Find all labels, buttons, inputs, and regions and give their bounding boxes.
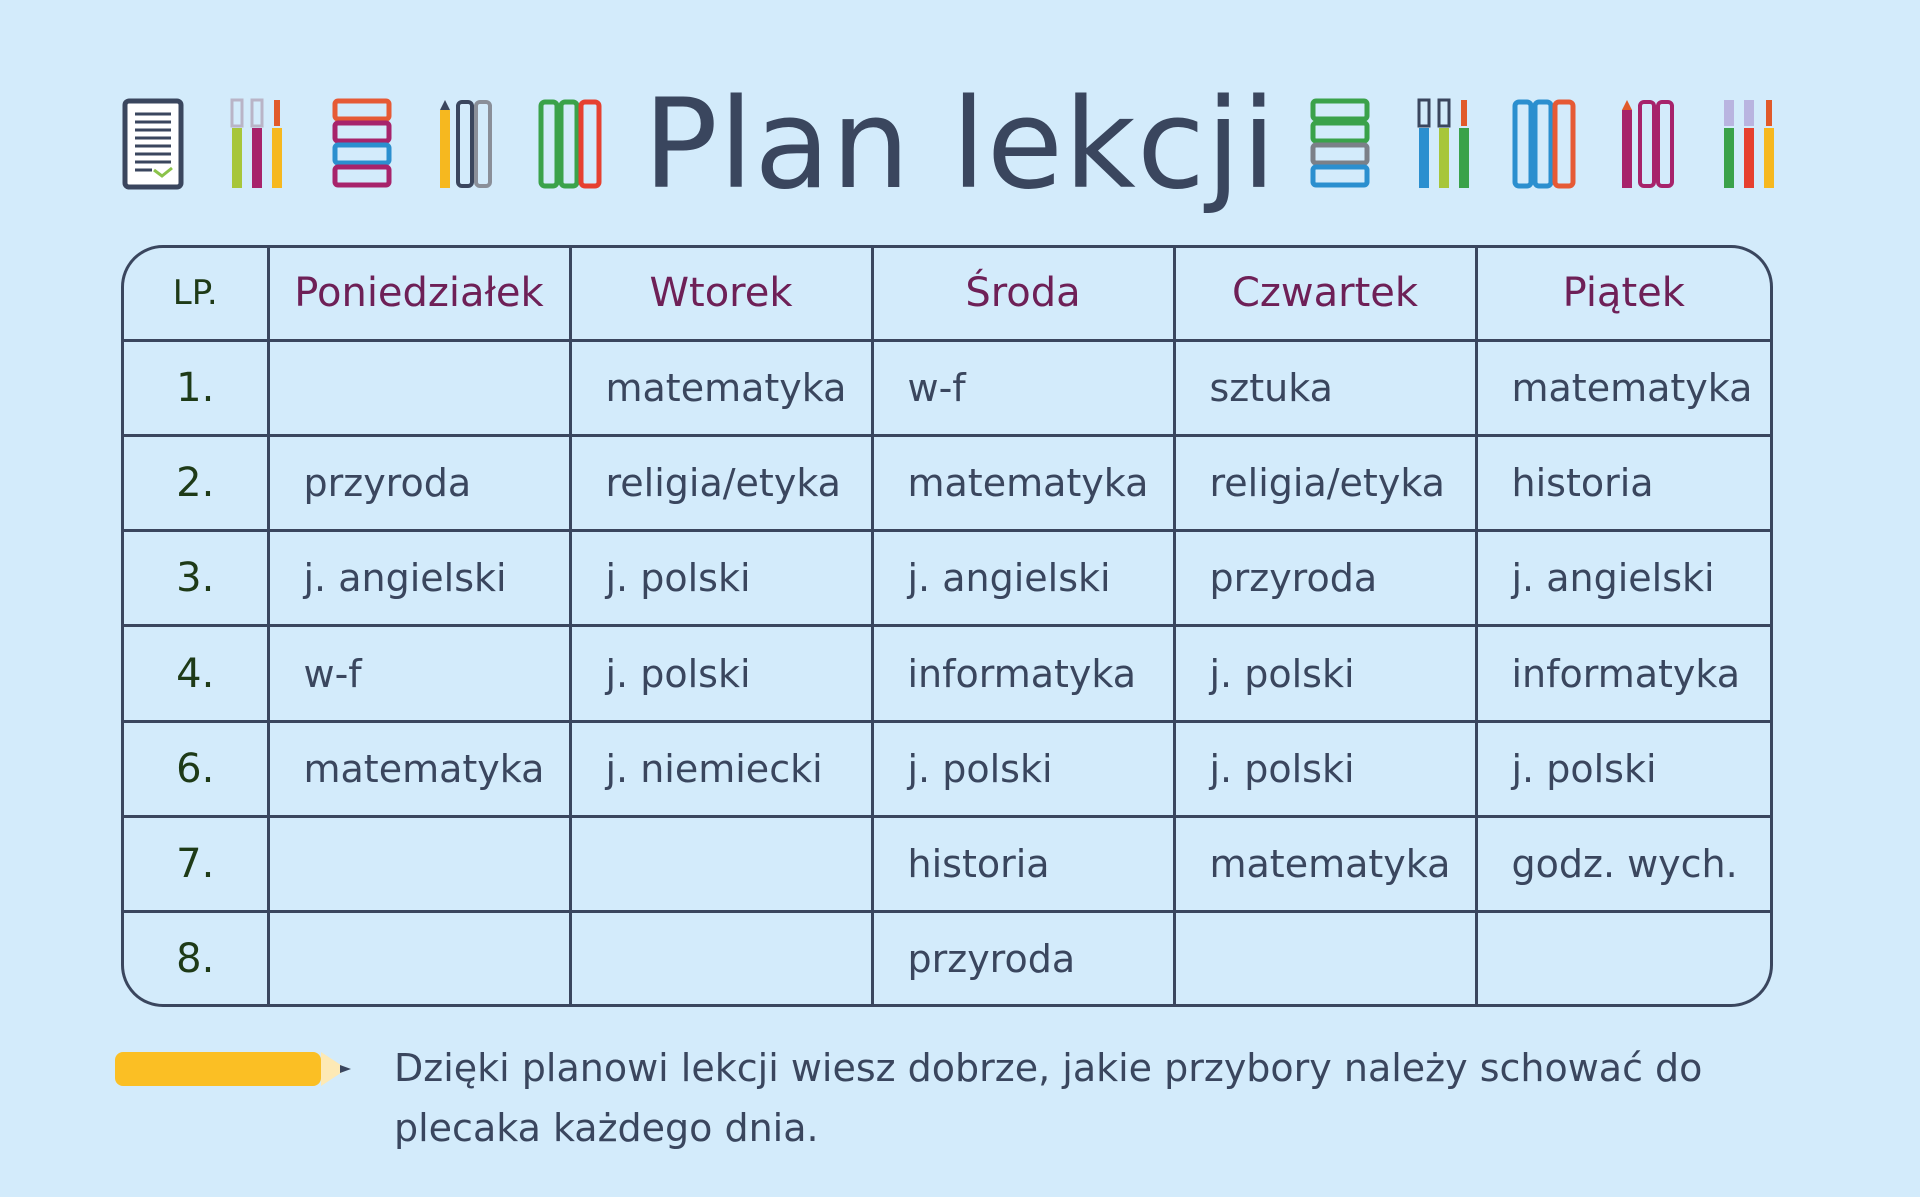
lesson-number: 1. bbox=[124, 340, 268, 435]
header-day: Piątek bbox=[1476, 248, 1770, 340]
lesson-cell: j. niemiecki bbox=[570, 721, 872, 816]
header-row bbox=[124, 248, 1770, 340]
lesson-cell bbox=[570, 816, 872, 911]
lesson-cell bbox=[1476, 912, 1770, 1004]
lesson-cell: godz. wych. bbox=[1476, 816, 1770, 911]
table-row bbox=[124, 531, 1770, 626]
lesson-cell bbox=[268, 912, 570, 1004]
tip-text: Dzięki planowi lekcji wiesz dobrze, jakie przybory należy schować do plecaka każdego dnia. bbox=[394, 1046, 1703, 1150]
header-day: Poniedziałek bbox=[268, 248, 570, 340]
lesson-number: 7. bbox=[124, 816, 268, 911]
header-day: Wtorek bbox=[570, 248, 872, 340]
header-lp: LP. bbox=[124, 248, 268, 340]
timetable bbox=[121, 245, 1773, 1007]
lesson-number: 2. bbox=[124, 436, 268, 531]
page-title: Plan lekcji bbox=[643, 73, 1277, 217]
pens-icon bbox=[228, 98, 290, 190]
header-day: Środa bbox=[872, 248, 1174, 340]
lesson-cell bbox=[268, 816, 570, 911]
table-row bbox=[124, 912, 1770, 1004]
pencil-icon bbox=[115, 1050, 355, 1088]
lesson-cell: j. polski bbox=[872, 721, 1174, 816]
notepad-icon bbox=[122, 98, 184, 190]
table-row bbox=[124, 436, 1770, 531]
lesson-cell: j. angielski bbox=[268, 531, 570, 626]
lesson-number: 4. bbox=[124, 626, 268, 721]
books-stack-icon bbox=[1310, 98, 1372, 190]
pens-icon bbox=[1720, 98, 1782, 190]
lesson-cell: matematyka bbox=[570, 340, 872, 435]
lesson-cell: w-f bbox=[872, 340, 1174, 435]
books-stack-icon bbox=[332, 98, 394, 190]
lesson-number: 8. bbox=[124, 912, 268, 1004]
lesson-number: 6. bbox=[124, 721, 268, 816]
lesson-cell bbox=[570, 912, 872, 1004]
lesson-cell: informatyka bbox=[1476, 626, 1770, 721]
books-row-icon bbox=[538, 98, 604, 190]
lesson-cell: religia/etyka bbox=[1174, 436, 1476, 531]
table-row bbox=[124, 816, 1770, 911]
pencil-books-icon bbox=[436, 98, 498, 190]
lesson-cell: j. polski bbox=[1476, 721, 1770, 816]
lesson-cell: sztuka bbox=[1174, 340, 1476, 435]
lesson-number: 3. bbox=[124, 531, 268, 626]
pencil-books-icon bbox=[1618, 98, 1680, 190]
lesson-cell: historia bbox=[872, 816, 1174, 911]
lesson-cell: religia/etyka bbox=[570, 436, 872, 531]
pens-icon bbox=[1415, 98, 1477, 190]
books-row-icon bbox=[1512, 98, 1578, 190]
lesson-cell: j. polski bbox=[1174, 721, 1476, 816]
lesson-cell: j. angielski bbox=[872, 531, 1174, 626]
lesson-cell: informatyka bbox=[872, 626, 1174, 721]
lesson-cell: przyroda bbox=[1174, 531, 1476, 626]
table-row bbox=[124, 721, 1770, 816]
header-day: Czwartek bbox=[1174, 248, 1476, 340]
lesson-cell: historia bbox=[1476, 436, 1770, 531]
lesson-cell: j. polski bbox=[570, 531, 872, 626]
lesson-cell: j. polski bbox=[570, 626, 872, 721]
lesson-cell: przyroda bbox=[872, 912, 1174, 1004]
lesson-cell: matematyka bbox=[1174, 816, 1476, 911]
lesson-cell: przyroda bbox=[268, 436, 570, 531]
lesson-cell: matematyka bbox=[268, 721, 570, 816]
table-row bbox=[124, 340, 1770, 435]
table-row bbox=[124, 626, 1770, 721]
lesson-cell bbox=[1174, 912, 1476, 1004]
lesson-cell: j. polski bbox=[1174, 626, 1476, 721]
lesson-cell bbox=[268, 340, 570, 435]
lesson-cell: w-f bbox=[268, 626, 570, 721]
lesson-cell: matematyka bbox=[872, 436, 1174, 531]
lesson-cell: matematyka bbox=[1476, 340, 1770, 435]
lesson-cell: j. angielski bbox=[1476, 531, 1770, 626]
